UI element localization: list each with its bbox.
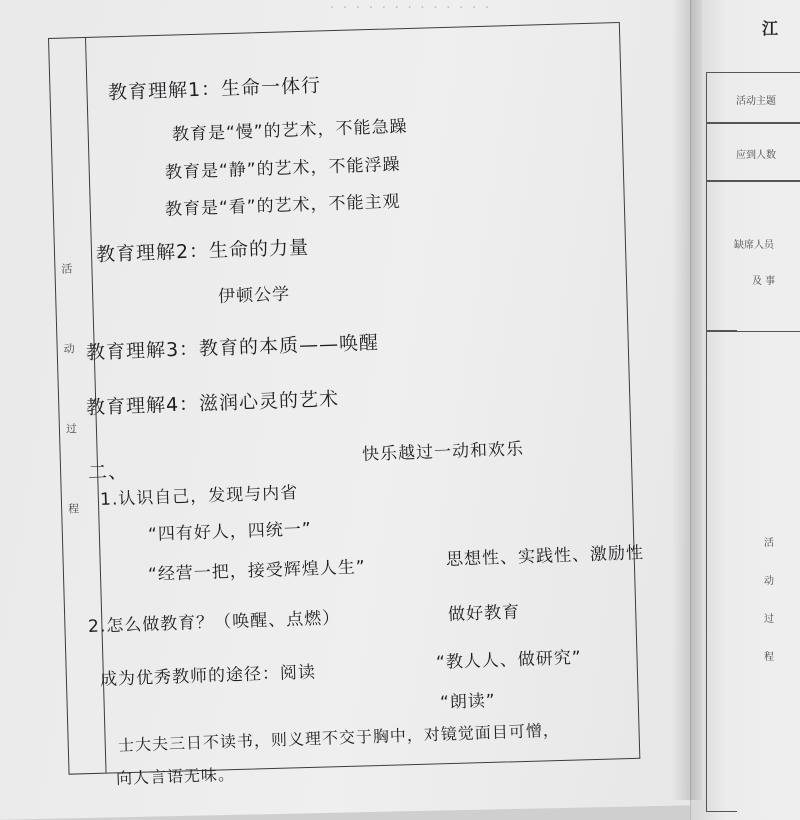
label-huo: 活 <box>61 262 73 276</box>
note-understanding-4: 教育理解4：滋润心灵的艺术 <box>85 388 340 419</box>
note-thought-practice: 思想性、实践性、激励性 <box>445 543 645 570</box>
right-label-dong: 动 <box>764 576 774 587</box>
note-reading-quote: “朗读” <box>439 691 497 713</box>
right-page-title: 江 <box>762 19 779 38</box>
right-label-guo: 过 <box>764 614 774 625</box>
right-label-cheng: 程 <box>764 652 774 663</box>
note-teach-research: “教人人、做研究” <box>435 647 582 673</box>
note-look-art: 教育是“看”的艺术，不能主观 <box>164 191 401 220</box>
note-brilliant-life: “经营一把，接受辉煌人生” <box>147 557 366 585</box>
note-section-two: 二、 <box>87 460 129 484</box>
right-label-topic: 活动主题 <box>736 96 776 107</box>
note-path-reading: 成为优秀教师的途径：阅读 <box>99 662 317 690</box>
right-row-absent <box>706 180 800 332</box>
note-do-education: 做好教育 <box>447 602 521 625</box>
note-eton: 伊顿公学 <box>217 284 291 307</box>
label-guo: 过 <box>65 422 78 436</box>
label-dong: 动 <box>63 342 75 356</box>
right-label-absent-a: 缺席人员 <box>734 240 774 251</box>
note-how-educate: 2.怎么做教育？（唤醒、点燃） <box>87 608 341 637</box>
right-label-huo: 活 <box>764 538 774 549</box>
note-slow-art: 教育是“慢”的艺术，不能急躁 <box>171 116 408 145</box>
right-label-absent-b: 及 事 <box>752 276 776 287</box>
note-know-yourself: 1.认识自己，发现与内省 <box>99 483 299 510</box>
note-four-good: “四有好人，四统一” <box>147 519 312 545</box>
note-understanding-2: 教育理解2：生命的力量 <box>95 236 310 266</box>
note-quiet-art: 教育是“静”的艺术，不能浮躁 <box>164 154 401 183</box>
note-scholar-quote: 士大夫三日不读书，则义理不交于胸中，对镜觉面目可憎， <box>117 720 561 755</box>
right-process-label-col <box>706 330 737 812</box>
note-happy: 快乐越过一动和欢乐 <box>361 439 525 465</box>
right-label-attendance: 应到人数 <box>736 150 776 161</box>
label-cheng: 程 <box>67 502 80 516</box>
note-understanding-3: 教育理解3：教育的本质——唤醒 <box>85 331 380 364</box>
faded-header-text: · · · · · · · · · · · · · <box>330 0 492 16</box>
book-gutter <box>672 0 702 800</box>
note-scholar-quote-end: 向人言语无味。 <box>115 764 236 788</box>
note-understanding-1: 教育理解1：生命一体行 <box>107 74 322 104</box>
